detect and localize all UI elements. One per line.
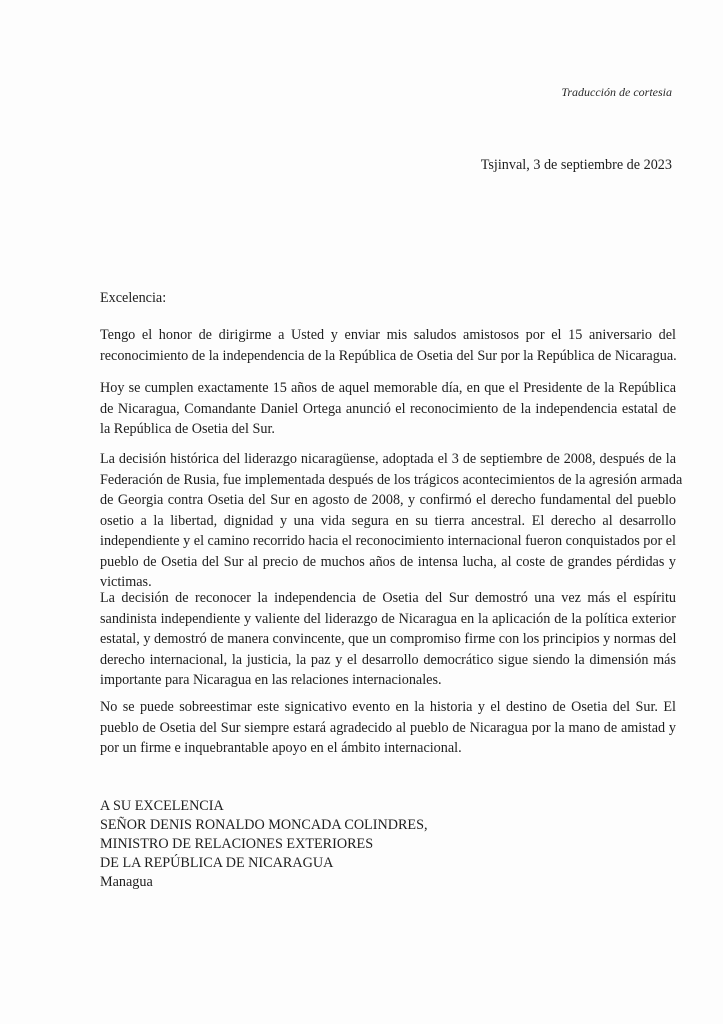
paragraph-4 bbox=[100, 588, 676, 691]
paragraph-line: reconocimiento de la independencia de la República de Osetia del Sur por la República de Nicaragua. bbox=[100, 347, 677, 364]
address-line: SEÑOR DENIS RONALDO MONCADA COLINDRES, bbox=[100, 817, 428, 833]
paragraph-line: La decisión histórica del liderazgo nicaragüense, adoptada el 3 de septiembre de 2008, después de la bbox=[100, 451, 676, 467]
paragraph-line: La decisión de reconocer la independencia de Osetia del Sur demostró una vez más el espíritu bbox=[100, 590, 676, 606]
paragraph-line: de Nicaragua, Comandante Daniel Ortega anunció el reconocimiento de la independencia estatal de bbox=[100, 400, 676, 417]
paragraph-line: pueblo de Osetia del Sur al precio de muchos años de intensa lucha, al coste de grandes pérdidas y bbox=[100, 553, 676, 570]
paragraph-1 bbox=[100, 325, 676, 366]
address-line: DE LA REPÚBLICA DE NICARAGUA bbox=[100, 855, 334, 871]
paragraph-line: Tengo el honor de dirigirme a Usted y enviar mis saludos amistosos por el 15 aniversario del bbox=[100, 327, 676, 343]
paragraph-line: sandinista independiente y valiente del liderazgo de Nicaragua en la aplicación de la política exterior bbox=[100, 610, 676, 627]
paragraph-line: por un firme e inquebrantable apoyo en el ámbito internacional. bbox=[100, 740, 462, 756]
paragraph-line: osetio a la libertad, dignidad y una vida segura en su tierra ancestral. El derecho al desarrollo bbox=[100, 512, 676, 529]
place-and-date: Tsjinval, 3 de septiembre de 2023 bbox=[480, 157, 672, 173]
address-line: A SU EXCELENCIA bbox=[100, 798, 224, 814]
paragraph-5 bbox=[100, 697, 676, 759]
address-line: MINISTRO DE RELACIONES EXTERIORES bbox=[100, 836, 374, 852]
paragraph-line: pueblo de Osetia del Sur siempre estará agradecido al pueblo de Nicaragua por la mano de amistad y bbox=[100, 719, 676, 736]
recipient-address-block bbox=[100, 797, 428, 892]
paragraph-line: No se puede sobreestimar este signicativo evento en la historia y el destino de Osetia del Sur. El bbox=[100, 699, 676, 715]
paragraph-line: estatal, y demostró de manera convincente, que un compromiso firme con los principios y normas del bbox=[100, 631, 677, 647]
address-line: Managua bbox=[100, 874, 153, 890]
paragraph-3 bbox=[100, 449, 683, 593]
paragraph-line: de Georgia contra Osetia del Sur en agosto de 2008, y confirmó el derecho fundamental del pueblo bbox=[100, 492, 676, 508]
paragraph-line: la República de Osetia del Sur. bbox=[100, 421, 275, 437]
paragraph-line: Federación de Rusia, fue implementada después de los trágicos acontecimientos de la agresión armada bbox=[100, 471, 683, 488]
paragraph-line: victimas. bbox=[100, 574, 152, 590]
paragraph-line: importante para Nicaragua en las relaciones internacionales. bbox=[100, 672, 442, 688]
paragraph-2 bbox=[100, 378, 676, 440]
paragraph-line: Hoy se cumplen exactamente 15 años de aquel memorable día, en que el Presidente de la República bbox=[100, 380, 676, 396]
paragraph-line: independiente y el camino recorrido hacia el reconocimiento internacional fueron conquistados por el bbox=[100, 533, 676, 549]
salutation: Excelencia: bbox=[100, 290, 167, 306]
paragraph-line: derecho internacional, la justicia, la paz y el desarrollo democrático sigue siendo la dimensión más bbox=[100, 651, 676, 668]
courtesy-translation-note: Traducción de cortesia bbox=[561, 85, 672, 99]
